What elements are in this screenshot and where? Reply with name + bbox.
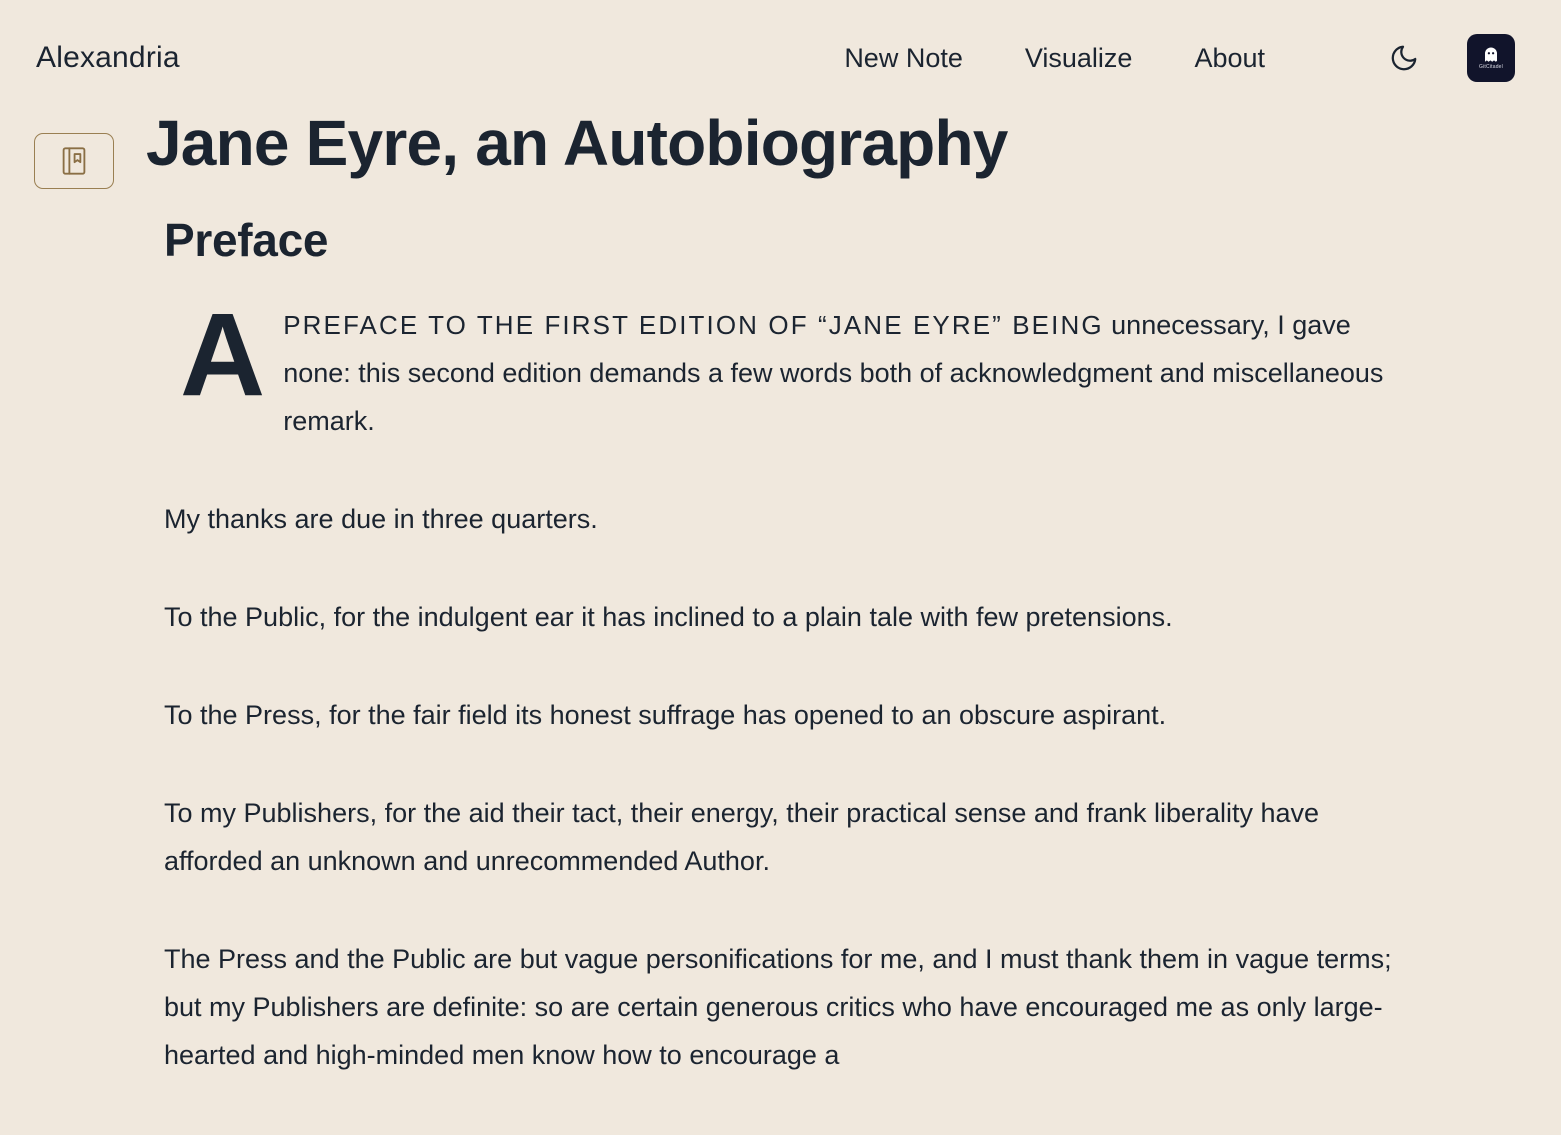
ghost-icon bbox=[1482, 46, 1500, 64]
body-paragraph: To the Press, for the fair field its honest suffrage has opened to an obscure aspirant. bbox=[164, 700, 1167, 731]
moon-icon[interactable] bbox=[1387, 41, 1421, 75]
brand-logo[interactable]: Alexandria bbox=[36, 41, 180, 74]
document-content bbox=[0, 213, 1460, 1080]
nav-visualize[interactable]: Visualize bbox=[1024, 42, 1133, 73]
avatar[interactable] bbox=[1467, 34, 1515, 82]
header-actions bbox=[1387, 34, 1515, 82]
lead-smallcaps: PREFACE TO THE FIRST EDITION OF “JANE EYRE” BEING bbox=[283, 310, 1104, 340]
body-paragraph: The Press and the Public are but vague personifications for me, and I must thank them in vague terms; but my Publishers are definite: so are certain generous critics who have encouraged me as only large-hearted and high-minded men know how to encourage a bbox=[164, 944, 1392, 1071]
site-header bbox=[0, 0, 1561, 82]
body-paragraph: To my Publishers, for the aid their tact, their energy, their practical sense and frank liberality have afforded an unknown and unrecommended Author. bbox=[164, 798, 1320, 877]
avatar-label: GitCitadel bbox=[1479, 64, 1503, 70]
main-navigation bbox=[844, 34, 1515, 82]
lead-paragraph bbox=[180, 289, 1390, 445]
body-paragraph: My thanks are due in three quarters. bbox=[164, 504, 598, 535]
nav-new-note[interactable]: New Note bbox=[844, 42, 963, 73]
section-title: Preface bbox=[164, 214, 329, 266]
document-title-row bbox=[0, 82, 1561, 189]
page-title: Jane Eyre, an Autobiography bbox=[146, 107, 1008, 179]
lead-remainder: unnecessary, I gave none: this second edition demands a few words both of acknowledgment and miscellaneous remark. bbox=[283, 310, 1384, 437]
drop-cap: A bbox=[180, 289, 266, 421]
book-icon[interactable] bbox=[34, 133, 114, 189]
body-paragraph: To the Public, for the indulgent ear it has inclined to a plain tale with few pretensions. bbox=[164, 602, 1173, 633]
nav-about[interactable]: About bbox=[1194, 42, 1265, 73]
